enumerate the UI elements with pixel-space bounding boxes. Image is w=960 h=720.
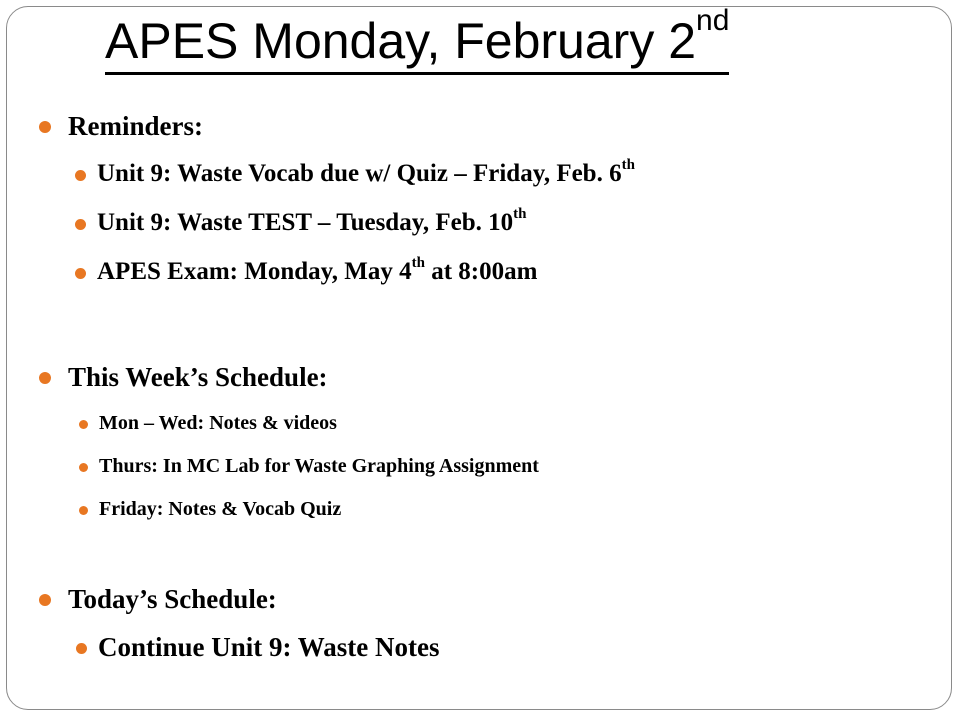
bullet-dot-icon — [76, 643, 87, 654]
bullet-dot-icon — [75, 268, 86, 279]
week-schedule-item: Friday: Notes & Vocab Quiz — [99, 498, 341, 521]
title-text: APES Monday, February 2 — [105, 13, 697, 69]
bullet-dot-icon — [39, 594, 51, 606]
today-schedule-heading: Today’s Schedule: — [68, 584, 277, 615]
bullet-dot-icon — [79, 420, 88, 429]
week-schedule-item: Mon – Wed: Notes & videos — [99, 412, 337, 435]
reminder-item: Unit 9: Waste Vocab due w/ Quiz – Friday, Feb. 6th — [97, 160, 635, 188]
reminders-heading: Reminders: — [68, 111, 203, 142]
slide-title — [105, 4, 730, 75]
bullet-dot-icon — [75, 219, 86, 230]
bullet-dot-icon — [39, 372, 51, 384]
week-schedule-heading: This Week’s Schedule: — [68, 362, 328, 393]
week-schedule-item: Thurs: In MC Lab for Waste Graphing Assignment — [99, 455, 539, 478]
reminder-item: APES Exam: Monday, May 4th at 8:00am — [97, 258, 537, 286]
bullet-dot-icon — [75, 170, 86, 181]
bullet-dot-icon — [79, 506, 88, 515]
bullet-dot-icon — [39, 121, 51, 133]
reminder-item: Unit 9: Waste TEST – Tuesday, Feb. 10th — [97, 209, 526, 237]
bullet-dot-icon — [79, 463, 88, 472]
today-schedule-item: Continue Unit 9: Waste Notes — [98, 632, 440, 663]
title-superscript: nd — [696, 4, 730, 37]
